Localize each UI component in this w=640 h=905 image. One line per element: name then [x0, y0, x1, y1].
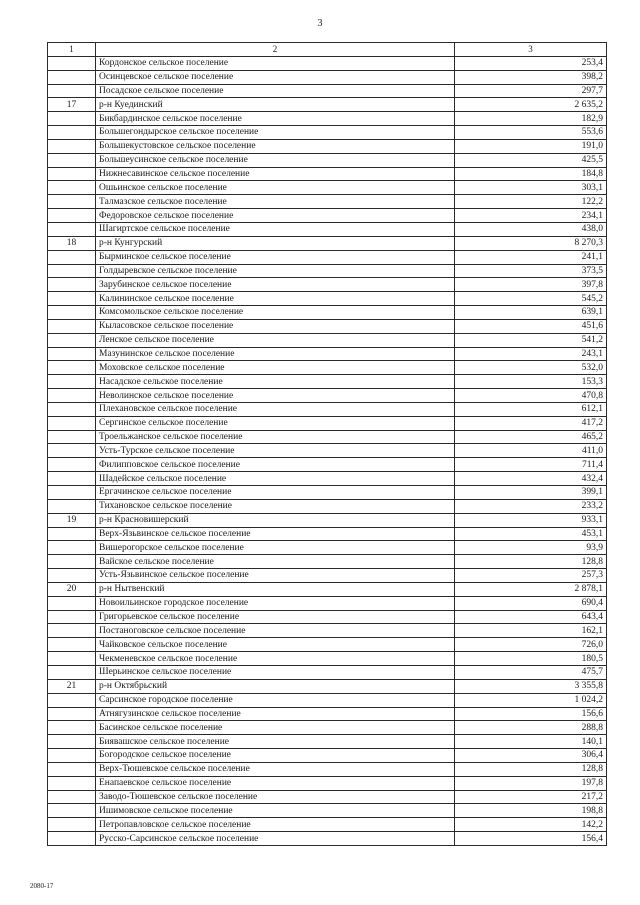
- amount-cell: 373,5: [455, 264, 607, 278]
- row-number-cell: [48, 278, 96, 292]
- amount-cell: 253,4: [455, 56, 607, 70]
- row-number-cell: [48, 624, 96, 638]
- row-number-cell: [48, 402, 96, 416]
- table-row: [48, 472, 607, 486]
- table-row: [48, 513, 607, 527]
- row-number-cell: [48, 499, 96, 513]
- table-row: [48, 361, 607, 375]
- amount-cell: 162,1: [455, 624, 607, 638]
- amount-cell: 234,1: [455, 209, 607, 223]
- municipality-name-cell: Федоровское сельское поселение: [96, 209, 455, 223]
- row-number-cell: [48, 430, 96, 444]
- table-row: [48, 638, 607, 652]
- amount-cell: 122,2: [455, 195, 607, 209]
- amount-cell: 156,4: [455, 832, 607, 846]
- amount-cell: 184,8: [455, 167, 607, 181]
- row-number-cell: [48, 721, 96, 735]
- municipality-name-cell: Кыласовское сельское поселение: [96, 319, 455, 333]
- table-row: [48, 98, 607, 112]
- row-number-cell: [48, 333, 96, 347]
- row-number-cell: [48, 735, 96, 749]
- row-number-cell: [48, 209, 96, 223]
- row-number-cell: [48, 112, 96, 126]
- amount-cell: 933,1: [455, 513, 607, 527]
- amount-cell: 2 635,2: [455, 98, 607, 112]
- row-number-cell: [48, 818, 96, 832]
- table-row: [48, 126, 607, 140]
- municipality-name-cell: Чайковское сельское поселение: [96, 638, 455, 652]
- amount-cell: 417,2: [455, 416, 607, 430]
- amount-cell: 1 024,2: [455, 693, 607, 707]
- row-number-cell: [48, 222, 96, 236]
- amount-cell: 288,8: [455, 721, 607, 735]
- row-number-cell: [48, 832, 96, 846]
- municipality-name-cell: Большекустовское сельское поселение: [96, 139, 455, 153]
- row-number-cell: [48, 84, 96, 98]
- amount-cell: 142,2: [455, 818, 607, 832]
- row-number-cell: [48, 306, 96, 320]
- budget-table: [47, 42, 607, 846]
- row-number-cell: [48, 527, 96, 541]
- table-row: [48, 333, 607, 347]
- table-row: [48, 56, 607, 70]
- table-row: [48, 167, 607, 181]
- amount-cell: 198,8: [455, 804, 607, 818]
- table-row: [48, 375, 607, 389]
- row-number-cell: [48, 458, 96, 472]
- table-row: [48, 693, 607, 707]
- table-row: [48, 582, 607, 596]
- amount-cell: 639,1: [455, 306, 607, 320]
- row-number-cell: 17: [48, 98, 96, 112]
- row-number-cell: [48, 776, 96, 790]
- amount-cell: 475,7: [455, 665, 607, 679]
- amount-cell: 399,1: [455, 486, 607, 500]
- table-row: [48, 444, 607, 458]
- municipality-name-cell: Кордонское сельское поселение: [96, 56, 455, 70]
- table-row: [48, 569, 607, 583]
- table-row: [48, 306, 607, 320]
- municipality-name-cell: Ергачинское сельское поселение: [96, 486, 455, 500]
- table-row: [48, 776, 607, 790]
- municipality-name-cell: Моховское сельское поселение: [96, 361, 455, 375]
- amount-cell: 180,5: [455, 652, 607, 666]
- amount-cell: 711,4: [455, 458, 607, 472]
- table-row: [48, 652, 607, 666]
- table-row: [48, 832, 607, 846]
- municipality-name-cell: Новоильинское городское поселение: [96, 596, 455, 610]
- row-number-cell: [48, 804, 96, 818]
- municipality-name-cell: р-н Октябрьский: [96, 679, 455, 693]
- table-row: [48, 84, 607, 98]
- row-number-cell: [48, 153, 96, 167]
- column-header-value: 3: [455, 43, 607, 57]
- table-row: [48, 139, 607, 153]
- row-number-cell: [48, 486, 96, 500]
- municipality-name-cell: Енапаевское сельское поселение: [96, 776, 455, 790]
- row-number-cell: [48, 250, 96, 264]
- table-row: [48, 209, 607, 223]
- table-row: [48, 541, 607, 555]
- table-row: [48, 707, 607, 721]
- row-number-cell: [48, 555, 96, 569]
- amount-cell: 397,8: [455, 278, 607, 292]
- amount-cell: 612,1: [455, 402, 607, 416]
- table-row: [48, 222, 607, 236]
- amount-cell: 2 878,1: [455, 582, 607, 596]
- table-row: [48, 250, 607, 264]
- row-number-cell: [48, 167, 96, 181]
- municipality-name-cell: р-н Нытвенский: [96, 582, 455, 596]
- municipality-name-cell: Шагиртское сельское поселение: [96, 222, 455, 236]
- row-number-cell: [48, 638, 96, 652]
- row-number-cell: 20: [48, 582, 96, 596]
- row-number-cell: [48, 361, 96, 375]
- amount-cell: 257,3: [455, 569, 607, 583]
- amount-cell: 643,4: [455, 610, 607, 624]
- municipality-name-cell: Бырминское сельское поселение: [96, 250, 455, 264]
- table-row: [48, 319, 607, 333]
- row-number-cell: [48, 181, 96, 195]
- row-number-cell: [48, 665, 96, 679]
- table-row: [48, 679, 607, 693]
- municipality-name-cell: Калининское сельское поселение: [96, 292, 455, 306]
- municipality-name-cell: Шадейское сельское поселение: [96, 472, 455, 486]
- municipality-name-cell: Голдыревское сельское поселение: [96, 264, 455, 278]
- amount-cell: 303,1: [455, 181, 607, 195]
- row-number-cell: 21: [48, 679, 96, 693]
- municipality-name-cell: Зарубинское сельское поселение: [96, 278, 455, 292]
- municipality-name-cell: Нижнесавинское сельское поселение: [96, 167, 455, 181]
- municipality-name-cell: Петропавловское сельское поселение: [96, 818, 455, 832]
- amount-cell: 553,6: [455, 126, 607, 140]
- amount-cell: 453,1: [455, 527, 607, 541]
- row-number-cell: [48, 652, 96, 666]
- table-row: [48, 278, 607, 292]
- municipality-name-cell: Посадское сельское поселение: [96, 84, 455, 98]
- municipality-name-cell: Плехановское сельское поселение: [96, 402, 455, 416]
- document-code: 2080-17: [30, 882, 54, 890]
- amount-cell: 191,0: [455, 139, 607, 153]
- row-number-cell: [48, 444, 96, 458]
- amount-cell: 297,7: [455, 84, 607, 98]
- municipality-name-cell: Заводо-Тюшевское сельское поселение: [96, 790, 455, 804]
- municipality-name-cell: Чекменевское сельское поселение: [96, 652, 455, 666]
- table-row: [48, 292, 607, 306]
- amount-cell: 438,0: [455, 222, 607, 236]
- amount-cell: 233,2: [455, 499, 607, 513]
- row-number-cell: [48, 762, 96, 776]
- municipality-name-cell: Верх-Язьвинское сельское поселение: [96, 527, 455, 541]
- table-row: [48, 416, 607, 430]
- row-number-cell: [48, 790, 96, 804]
- table-row: [48, 402, 607, 416]
- municipality-name-cell: Сарсинское городское поселение: [96, 693, 455, 707]
- municipality-name-cell: Русско-Сарсинское сельское поселение: [96, 832, 455, 846]
- amount-cell: 128,8: [455, 762, 607, 776]
- municipality-name-cell: Григорьевское сельское поселение: [96, 610, 455, 624]
- row-number-cell: 18: [48, 236, 96, 250]
- municipality-name-cell: Троельжанское сельское поселение: [96, 430, 455, 444]
- row-number-cell: [48, 375, 96, 389]
- table-row: [48, 624, 607, 638]
- row-number-cell: [48, 70, 96, 84]
- municipality-name-cell: Басинское сельское поселение: [96, 721, 455, 735]
- municipality-name-cell: Неволинское сельское поселение: [96, 389, 455, 403]
- table-row: [48, 610, 607, 624]
- row-number-cell: [48, 347, 96, 361]
- table-row: [48, 527, 607, 541]
- table-row: [48, 665, 607, 679]
- row-number-cell: [48, 319, 96, 333]
- amount-cell: 465,2: [455, 430, 607, 444]
- municipality-name-cell: Талмазское сельское поселение: [96, 195, 455, 209]
- amount-cell: 243,1: [455, 347, 607, 361]
- table-row: [48, 804, 607, 818]
- amount-cell: 726,0: [455, 638, 607, 652]
- municipality-name-cell: Бикбардинское сельское поселение: [96, 112, 455, 126]
- municipality-name-cell: Вайское сельское поселение: [96, 555, 455, 569]
- amount-cell: 411,0: [455, 444, 607, 458]
- municipality-name-cell: Тихановское сельское поселение: [96, 499, 455, 513]
- row-number-cell: [48, 389, 96, 403]
- municipality-name-cell: Вишерогорское сельское поселение: [96, 541, 455, 555]
- table-row: [48, 596, 607, 610]
- row-number-cell: 19: [48, 513, 96, 527]
- row-number-cell: [48, 693, 96, 707]
- table-row: [48, 458, 607, 472]
- table-row: [48, 181, 607, 195]
- table-row: [48, 264, 607, 278]
- municipality-name-cell: Шерьинское сельское поселение: [96, 665, 455, 679]
- municipality-name-cell: Богородское сельское поселение: [96, 749, 455, 763]
- row-number-cell: [48, 569, 96, 583]
- amount-cell: 93,9: [455, 541, 607, 555]
- table-row: [48, 347, 607, 361]
- table-row: [48, 486, 607, 500]
- column-header-name: 2: [96, 43, 455, 57]
- table-row: [48, 236, 607, 250]
- municipality-name-cell: Атнягузинское сельское поселение: [96, 707, 455, 721]
- row-number-cell: [48, 472, 96, 486]
- municipality-name-cell: Ишимовское сельское поселение: [96, 804, 455, 818]
- amount-cell: 541,2: [455, 333, 607, 347]
- amount-cell: 197,8: [455, 776, 607, 790]
- amount-cell: 156,6: [455, 707, 607, 721]
- table-row: [48, 735, 607, 749]
- table-body: [48, 43, 607, 846]
- row-number-cell: [48, 707, 96, 721]
- row-number-cell: [48, 596, 96, 610]
- table-row: [48, 749, 607, 763]
- municipality-name-cell: Большеусинское сельское поселение: [96, 153, 455, 167]
- table-row: [48, 389, 607, 403]
- amount-cell: 451,6: [455, 319, 607, 333]
- municipality-name-cell: Осинцевское сельское поселение: [96, 70, 455, 84]
- municipality-name-cell: Ленское сельское поселение: [96, 333, 455, 347]
- municipality-name-cell: Комсомольское сельское поселение: [96, 306, 455, 320]
- amount-cell: 153,3: [455, 375, 607, 389]
- table-row: [48, 790, 607, 804]
- municipality-name-cell: Ошьинское сельское поселение: [96, 181, 455, 195]
- table-row: [48, 153, 607, 167]
- municipality-name-cell: Мазунинское сельское поселение: [96, 347, 455, 361]
- municipality-name-cell: Сергинское сельское поселение: [96, 416, 455, 430]
- amount-cell: 690,4: [455, 596, 607, 610]
- municipality-name-cell: р-н Кунгурский: [96, 236, 455, 250]
- table-row: [48, 818, 607, 832]
- row-number-cell: [48, 139, 96, 153]
- row-number-cell: [48, 541, 96, 555]
- row-number-cell: [48, 126, 96, 140]
- row-number-cell: [48, 749, 96, 763]
- row-number-cell: [48, 56, 96, 70]
- municipality-name-cell: р-н Куединский: [96, 98, 455, 112]
- amount-cell: 532,0: [455, 361, 607, 375]
- amount-cell: 432,4: [455, 472, 607, 486]
- amount-cell: 241,1: [455, 250, 607, 264]
- table-row: [48, 555, 607, 569]
- municipality-name-cell: Усть-Язьвинское сельское поселение: [96, 569, 455, 583]
- row-number-cell: [48, 610, 96, 624]
- amount-cell: 545,2: [455, 292, 607, 306]
- table-row: [48, 430, 607, 444]
- amount-cell: 128,8: [455, 555, 607, 569]
- amount-cell: 8 270,3: [455, 236, 607, 250]
- municipality-name-cell: Верх-Тюшевское сельское поселение: [96, 762, 455, 776]
- amount-cell: 140,1: [455, 735, 607, 749]
- table-row: [48, 112, 607, 126]
- municipality-name-cell: Постаноговское сельское поселение: [96, 624, 455, 638]
- amount-cell: 217,2: [455, 790, 607, 804]
- row-number-cell: [48, 416, 96, 430]
- municipality-name-cell: Биявашское сельское поселение: [96, 735, 455, 749]
- table-row: [48, 762, 607, 776]
- municipality-name-cell: р-н Красновишерский: [96, 513, 455, 527]
- amount-cell: 425,5: [455, 153, 607, 167]
- page-number: 3: [317, 18, 323, 29]
- table-header-row: [48, 43, 607, 57]
- row-number-cell: [48, 264, 96, 278]
- municipality-name-cell: Филипповское сельское поселение: [96, 458, 455, 472]
- amount-cell: 182,9: [455, 112, 607, 126]
- column-header-number: 1: [48, 43, 96, 57]
- amount-cell: 398,2: [455, 70, 607, 84]
- municipality-name-cell: Большегондырское сельское поселение: [96, 126, 455, 140]
- municipality-name-cell: Насадское сельское поселение: [96, 375, 455, 389]
- table-row: [48, 499, 607, 513]
- row-number-cell: [48, 292, 96, 306]
- table-row: [48, 70, 607, 84]
- amount-cell: 306,4: [455, 749, 607, 763]
- municipality-name-cell: Усть-Турское сельское поселение: [96, 444, 455, 458]
- table-row: [48, 721, 607, 735]
- row-number-cell: [48, 195, 96, 209]
- amount-cell: 3 355,8: [455, 679, 607, 693]
- amount-cell: 470,8: [455, 389, 607, 403]
- table-row: [48, 195, 607, 209]
